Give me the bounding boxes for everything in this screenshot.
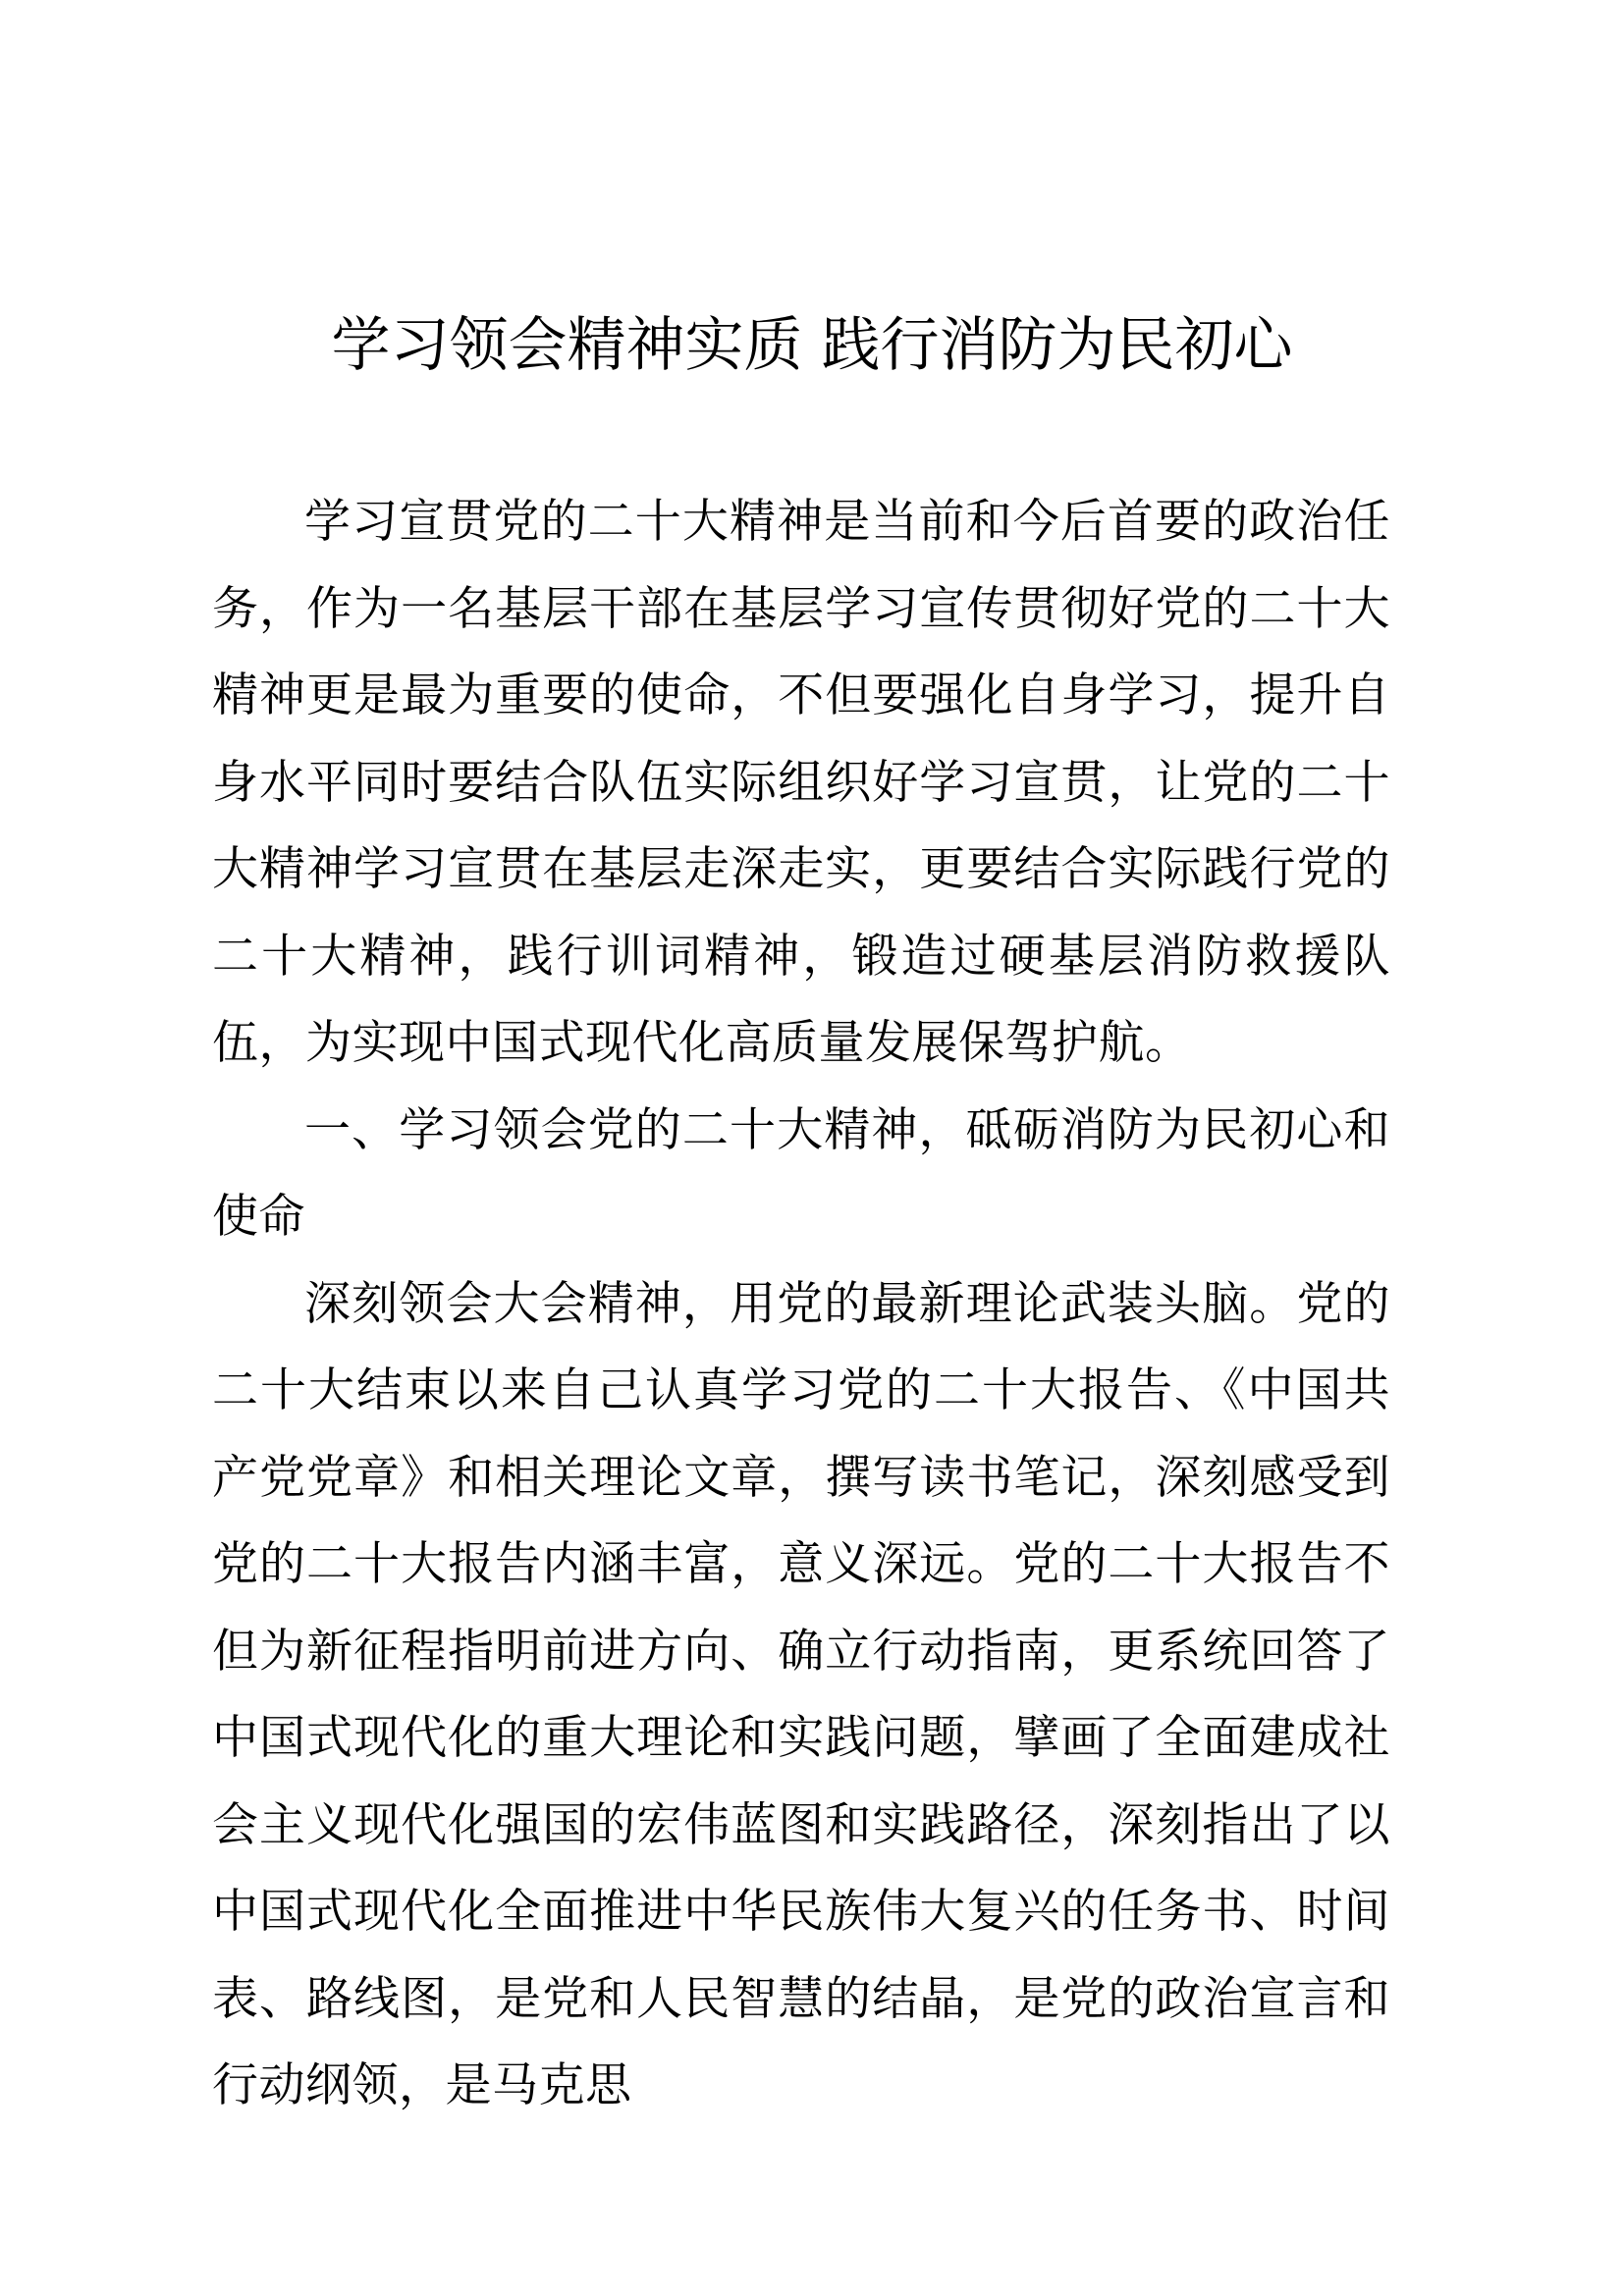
paragraph-intro: 学习宣贯党的二十大精神是当前和今后首要的政治任务，作为一名基层干部在基层学习宣传贯彻好党的二十大精神更是最为重要的使命，不但要强化自身学习，提升自身水平同时要结合队伍实际组织好学习宣贯，让党的二十大精神学习宣贯在基层走深走实，更要结合实际践行党的二十大精神，践行训词精神，锻造过硬基层消防救援队伍，为实现中国式现代化高质量发展保驾护航。 (212, 495, 1390, 1070)
section-heading-1: 一、学习领会党的二十大精神，砥砺消防为民初心和使命 (212, 1102, 1390, 1244)
paragraph-section-1: 深刻领会大会精神，用党的最新理论武装头脑。党的二十大结束以来自己认真学习党的二十大报告、《中国共产党党章》和相关理论文章，撰写读书笔记，深刻感受到党的二十大报告内涵丰富，意义深远。党的二十大报告不但为新征程指明前进方向、确立行动指南，更系统回答了中国式现代化的重大理论和实践问题，擘画了全面建成社会主义现代化强国的宏伟蓝图和实践路径，深刻指出了以中国式现代化全面推进中华民族伟大复兴的任务书、时间表、路线图，是党和人民智慧的结晶，是党的政治宣言和行动纲领，是马克思 (212, 1276, 1390, 2112)
document-title: 学习领会精神实质 践行消防为民初心 (331, 311, 1293, 380)
document-body (212, 479, 1390, 2130)
